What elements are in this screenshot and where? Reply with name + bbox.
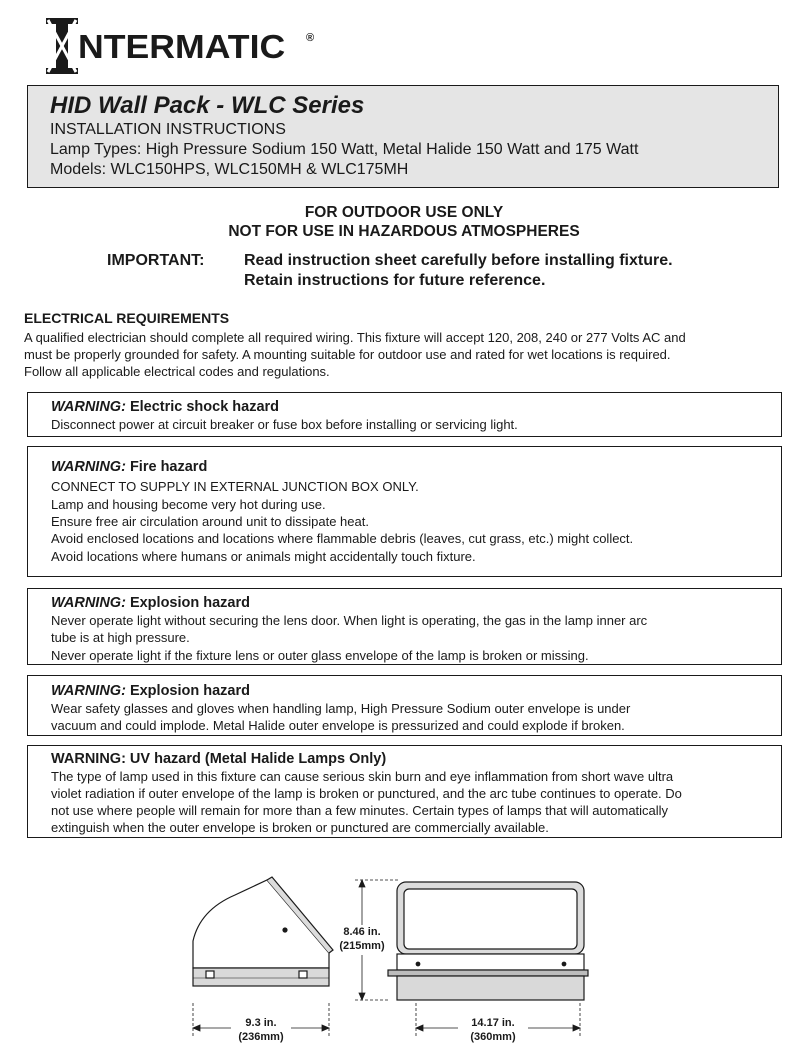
warning-line: violet radiation if outer envelope of the lamp is broken or punctured, and the arc tube continues to operate. Do [51,786,682,801]
side-width-inches: 9.3 in. [231,1017,291,1029]
warning-line: Never operate light if the fixture lens or outer glass envelope of the lamp is broken or missing. [51,648,589,663]
hazardous-notice: NOT FOR USE IN HAZARDOUS ATMOSPHERES [228,223,580,240]
front-view-fixture-icon [388,882,588,1000]
document-title: HID Wall Pack - WLC Series [50,92,365,119]
height-mm: (215mm) [339,940,385,952]
front-width-mm: (360mm) [470,1031,516,1043]
lamp-types: Lamp Types: High Pressure Sodium 150 Watt, Metal Halide 150 Watt and 175 Watt [50,141,639,158]
warning-explosion-lamp [27,675,782,736]
warning-line: Ensure free air circulation around unit to dissipate heat. [51,514,369,529]
warning-line: extinguish when the outer envelope is broken or punctured are commercially available. [51,820,549,835]
warning-fire [27,446,782,577]
warning-title: WARNING: Fire hazard [51,459,208,475]
header-box [27,85,779,188]
warning-line: Disconnect power at circuit breaker or fuse box before installing or servicing light. [51,417,518,432]
warning-line: Avoid locations where humans or animals might accidentally touch fixture. [51,549,476,564]
registered-mark: ® [306,32,315,44]
outdoor-notice: FOR OUTDOOR USE ONLY [304,204,504,221]
electrical-line: Follow all applicable electrical codes and regulations. [24,364,330,379]
electrical-heading: ELECTRICAL REQUIREMENTS [24,310,230,326]
fixture-dimension-diagram [0,860,808,1061]
warning-line: CONNECT TO SUPPLY IN EXTERNAL JUNCTION BOX ONLY. [51,479,419,494]
models: Models: WLC150HPS, WLC150MH & WLC175MH [50,161,409,178]
warning-line: tube is at high pressure. [51,630,190,645]
warning-line: not use where people will remain for more than a few minutes. Certain types of lamps that will automatically [51,803,669,818]
brand-name: NTERMATIC [78,28,286,65]
important-label: IMPORTANT: [107,252,205,269]
important-line-2: Retain instructions for future reference. [244,272,546,289]
warning-line: Never operate light without securing the lens door. When light is operating, the gas in the lamp inner arc [51,613,648,628]
electrical-line: must be properly grounded for safety. A mounting suitable for outdoor use and rated for wet locations is required. [24,347,671,362]
front-width-inches: 14.17 in. [458,1017,528,1029]
doc-subtitle: INSTALLATION INSTRUCTIONS [50,121,286,138]
warning-title: WARNING: UV hazard (Metal Halide Lamps Only) [51,751,387,767]
warning-line: The type of lamp used in this fixture can cause serious skin burn and eye inflammation from short wave ultra [51,769,674,784]
warning-line: vacuum and could implode. Metal Halide outer envelope is pressurized and could explode if broken. [51,718,625,733]
height-inches: 8.46 in. [343,926,381,938]
warning-title: WARNING: Electric shock hazard [51,399,280,415]
warning-title: WARNING: Explosion hazard [51,595,251,611]
warning-electric-shock [27,392,782,437]
warning-line: Lamp and housing become very hot during use. [51,497,326,512]
electrical-line: A qualified electrician should complete all required wiring. This fixture will accept 120, 208, 240 or 277 Volts AC and [24,330,686,345]
warning-uv [27,745,782,838]
warning-line: Avoid enclosed locations and locations where flammable debris (leaves, cut grass, etc.) might collect. [51,531,634,546]
warning-explosion-lens [27,588,782,665]
side-width-mm: (236mm) [238,1031,284,1043]
warning-line: Wear safety glasses and gloves when handling lamp, High Pressure Sodium outer envelope is under [51,701,631,716]
warning-title: WARNING: Explosion hazard [51,683,251,699]
side-view-fixture-icon [193,877,333,986]
important-line-1: Read instruction sheet carefully before installing fixture. [244,252,673,269]
